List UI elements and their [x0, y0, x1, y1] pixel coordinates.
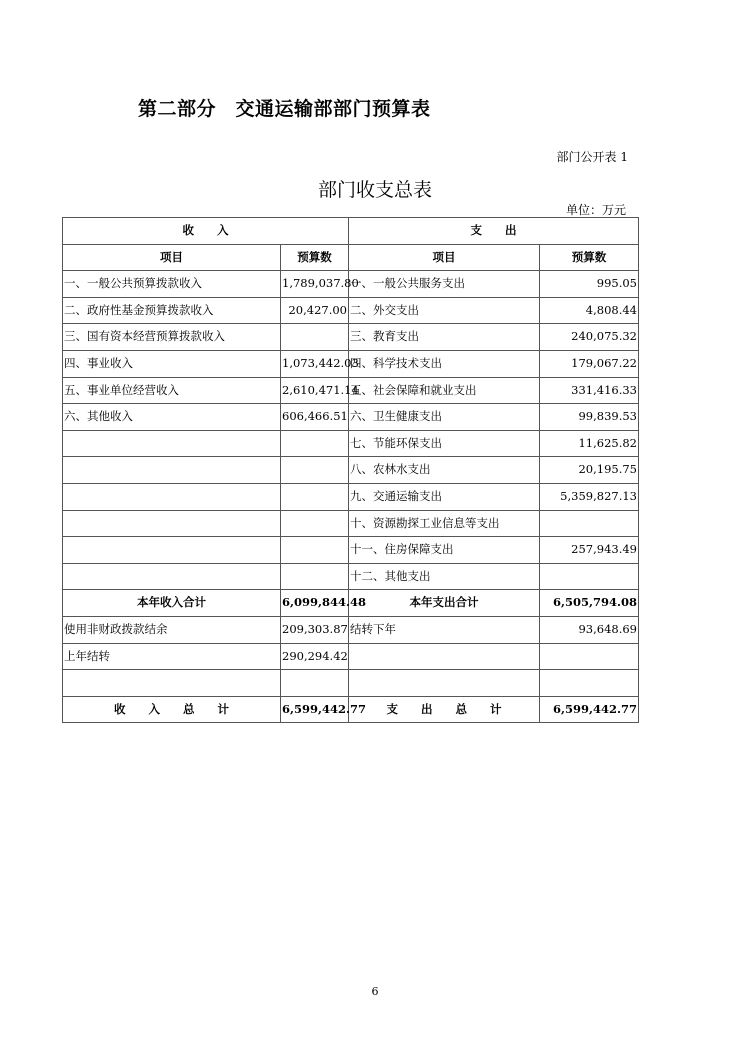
- income-item: [63, 670, 281, 697]
- expense-amount: [540, 670, 639, 697]
- expense-item: 三、教育支出: [349, 324, 540, 351]
- expense-header: 支 出: [349, 218, 639, 245]
- income-item: 四、事业收入: [63, 350, 281, 377]
- section-title: 第二部分 交通运输部部门预算表: [138, 98, 431, 120]
- income-item: [63, 510, 281, 537]
- table-row: [63, 377, 639, 404]
- expense-item: 七、节能环保支出: [349, 430, 540, 457]
- income-amount: [281, 324, 349, 351]
- income-item: 二、政府性基金预算拨款收入: [63, 297, 281, 324]
- expense-amount: 331,416.33: [540, 377, 639, 404]
- expense-item: 四、科学技术支出: [349, 350, 540, 377]
- expense-item: 八、农林水支出: [349, 457, 540, 484]
- income-amount: [281, 483, 349, 510]
- income-item: [63, 563, 281, 590]
- income-header: 收 入: [63, 218, 349, 245]
- expense-item: 六、卫生健康支出: [349, 404, 540, 431]
- expense-amount-header: 预算数: [540, 244, 639, 271]
- income-amount: 2,610,471.14: [281, 377, 349, 404]
- expense-amount: [540, 563, 639, 590]
- table-code: 部门公开表 1: [556, 150, 628, 164]
- income-amount: 1,789,037.80: [281, 271, 349, 298]
- expense-amount: 4,808.44: [540, 297, 639, 324]
- page-number: 6: [371, 985, 379, 998]
- expense-amount: 5,359,827.13: [540, 483, 639, 510]
- column-header-row: [63, 244, 639, 271]
- expense-item: 十二、其他支出: [349, 563, 540, 590]
- income-item: 一、一般公共预算拨款收入: [63, 271, 281, 298]
- income-total-label: 收 入 总 计: [63, 696, 281, 723]
- income-amount: 1,073,442.03: [281, 350, 349, 377]
- income-subtotal-amount: 6,099,844.48: [281, 590, 349, 617]
- table-row: [63, 563, 639, 590]
- income-amount: 209,303.87: [281, 616, 349, 643]
- income-amount: [281, 670, 349, 697]
- income-amount: 606,466.51: [281, 404, 349, 431]
- table-row: [63, 297, 639, 324]
- subtotal-row: [63, 590, 639, 617]
- expense-item: 一、一般公共服务支出: [349, 271, 540, 298]
- table-title: 部门收支总表: [317, 179, 432, 201]
- table-row: [63, 457, 639, 484]
- budget-summary-table: [62, 217, 639, 723]
- total-row: [63, 696, 639, 723]
- expense-total-amount: 6,599,442.77: [540, 696, 639, 723]
- expense-item-header: 项目: [349, 244, 540, 271]
- income-item: [63, 537, 281, 564]
- income-amount: 20,427.00: [281, 297, 349, 324]
- income-amount: [281, 457, 349, 484]
- income-item: 三、国有资本经营预算拨款收入: [63, 324, 281, 351]
- expense-amount: 179,067.22: [540, 350, 639, 377]
- expense-amount: 20,195.75: [540, 457, 639, 484]
- income-item: [63, 430, 281, 457]
- expense-item: [349, 643, 540, 670]
- expense-amount: 11,625.82: [540, 430, 639, 457]
- expense-item: 十一、住房保障支出: [349, 537, 540, 564]
- income-item: 六、其他收入: [63, 404, 281, 431]
- expense-amount: 99,839.53: [540, 404, 639, 431]
- table-row: [63, 350, 639, 377]
- income-subtotal-label: 本年收入合计: [63, 590, 281, 617]
- table-row: [63, 324, 639, 351]
- expense-amount: [540, 643, 639, 670]
- expense-subtotal-label: 本年支出合计: [349, 590, 540, 617]
- expense-total-label: 支 出 总 计: [349, 696, 540, 723]
- income-amount-header: 预算数: [281, 244, 349, 271]
- table-row: [63, 271, 639, 298]
- income-amount: [281, 537, 349, 564]
- expense-item: 九、交通运输支出: [349, 483, 540, 510]
- expense-subtotal-amount: 6,505,794.08: [540, 590, 639, 617]
- table-row: [63, 616, 639, 643]
- income-item: [63, 457, 281, 484]
- expense-item: [349, 670, 540, 697]
- expense-amount: 257,943.49: [540, 537, 639, 564]
- table-row: [63, 643, 639, 670]
- income-item: [63, 483, 281, 510]
- income-amount: 290,294.42: [281, 643, 349, 670]
- table-body: [63, 218, 639, 723]
- income-amount: [281, 430, 349, 457]
- expense-amount: 93,648.69: [540, 616, 639, 643]
- table-row: [63, 483, 639, 510]
- income-item: 上年结转: [63, 643, 281, 670]
- income-item: 五、事业单位经营收入: [63, 377, 281, 404]
- table-row: [63, 670, 639, 697]
- expense-amount: [540, 510, 639, 537]
- table-row: [63, 537, 639, 564]
- income-total-amount: 6,599,442.77: [281, 696, 349, 723]
- income-amount: [281, 510, 349, 537]
- expense-item: 结转下年: [349, 616, 540, 643]
- expense-amount: 995.05: [540, 271, 639, 298]
- expense-item: 二、外交支出: [349, 297, 540, 324]
- table-row: [63, 430, 639, 457]
- unit-label: 单位：万元: [565, 203, 626, 217]
- expense-amount: 240,075.32: [540, 324, 639, 351]
- income-item: 使用非财政拨款结余: [63, 616, 281, 643]
- expense-item: 五、社会保障和就业支出: [349, 377, 540, 404]
- income-amount: [281, 563, 349, 590]
- expense-item: 十、资源勘探工业信息等支出: [349, 510, 540, 537]
- table-header-row: [63, 218, 639, 245]
- table-row: [63, 404, 639, 431]
- table-row: [63, 510, 639, 537]
- income-item-header: 项目: [63, 244, 281, 271]
